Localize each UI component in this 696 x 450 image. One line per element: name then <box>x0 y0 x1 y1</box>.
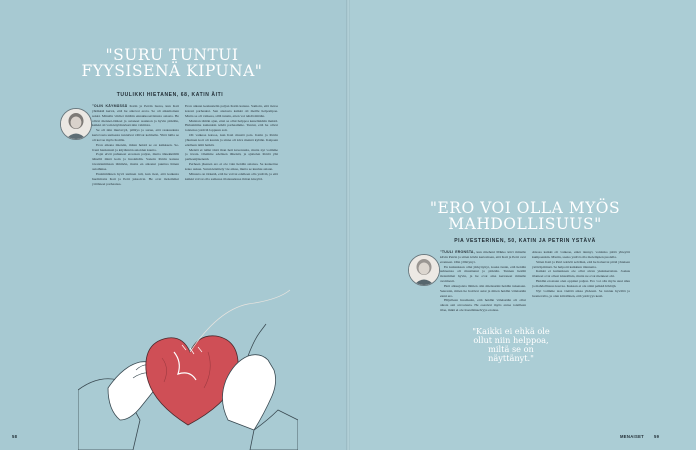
right-col2-paragraph: Alussa kaikki oli vaikeaa, enkä tiennyt, voisinko pitää yhteyttä kumpaankin. Mietin, saako ystävä olla molempien puolella. <box>532 250 630 259</box>
left-col1-paragraph: Eron aikana mietein, miten heistä se on kaikkeen. Se-lveni hankalasti ja käytännön asioiden kautta. <box>92 142 179 152</box>
left-col2-paragraph: Minusta on tärkeää, että he voivat edelleen olla ystäviä, ja että kaikki voivat olla samassa tilaisuudessa ilman kireyttä. <box>185 171 278 181</box>
right-col1-text: kun mieheni Mikko kävi minulle kävin Petrin ja sitten kävin kertomaan, että Kati ja Petri ovat eronneet. Olin yllättynyt. <box>440 250 526 264</box>
right-headline-line2: MAHDOLLISUUS" <box>448 215 602 234</box>
right-col1-paragraph: Hiljalleen huomasin, että heidän väleissään oli ollut alusta asti arvostusta. He osasivat myös antaa toisilleen tilaa, mikä ei ole itsestäänselvyys eroissa. <box>440 298 526 313</box>
left-col2-paragraph: Perheen jäsenen ero ei ole vain heidän asiansa. Se koskettaa koko sukua. Surun käsittely vie aikaa, mutta se kuuluu asiaan. <box>185 162 278 171</box>
left-col1-paragraph <box>92 104 179 128</box>
magazine-name: MENAISET <box>620 434 645 439</box>
right-col2-paragraph: Sitten Kati ja Petri tekivät selväksi, että he haluavat pitää yhteisen ystäväpiirinsä. Se helpotti kaikkien tilannetta. <box>532 259 630 269</box>
left-headline <box>30 47 314 80</box>
left-col1-text: Katin ja Petrin luona, kun Kati yhtäkkiä kertoi, että he aikovat erota. Se oli aikamoinen sokki. Minulla viiriiet mitään ennakkoaavistusta asiasta. He olivat mennet-tänleet ja ostaneet asunnon ja hyvin pitkälle, kaikki oli vain käytännössä niin valmista. <box>92 104 179 128</box>
right-headline-line1: "ERO VOI OLLA MYÖS <box>429 199 621 217</box>
right-col1-lead: "TUULI ERONSTA, <box>440 250 475 254</box>
right-col2-paragraph: Kaikki ei kuitenkaan ole ollut aivan yksinkertaista. Joskus tilanteet ovat olleet kiusallisia, mutta ne ovat menneet ohi. <box>532 269 630 279</box>
left-column-1 <box>92 104 179 272</box>
right-page-number: 59 <box>654 434 660 439</box>
left-col2-paragraph: Oli vaikeaa katsoa, kun Kati muutti pois. Katin ja Petrin yhteinen koti oli kaunis ja sinne oli kiva mennä kylään. Kaipaan edelleen niitä hetkiä. <box>185 133 278 147</box>
right-col2-paragraph: Heidän erostaan olen oppinut paljon. Ero voi olla myös uusi alku ja mahdollisuus kasvaa. Kukaan ei ole siinä pelkkä häviäjä. <box>532 279 630 288</box>
left-headline-line2: FYYSISENÄ KIPUNA" <box>81 62 263 81</box>
right-col2-paragraph: Nyt voimme taas viettää aikaa yhdessä. Se tuntuu hyvältä ja luontevalta, ja olen kiitollinen, että ystävyys kesti. <box>532 288 630 298</box>
right-col1-paragraph: Heti alkuajoista lähtien olin mielessäni heidän tukenaan. Seurasin, miten he hoitivat asiat ja miten heidän väleissään eteni ero. <box>440 283 526 298</box>
left-col1-paragraph: Pojat eivät puhuneet erostaan paljon, mutta äänekkäällä äänellä minä koin ja huolehdin. Sanoin Petrin kanssa tavantiemmaan lämmön, mutta en aikonut puuttua hänen asioihinsa. <box>92 152 179 171</box>
hands-sewing-heart-icon <box>78 270 298 450</box>
right-headline <box>390 200 660 233</box>
page-gutter <box>346 0 350 450</box>
left-col2-paragraph: Eron aikaan keskustelin paljon Katin kanssa. Samoin, että tietoa kotoni parhaaksi. Sen ansiosta kaikki oli meille helpompaa. Mutta se oli vaikeaa, sillä tunsin, etten voi tehdä mitään. <box>185 104 278 118</box>
left-column-2 <box>185 104 278 288</box>
left-headline-line1: "SURU TUNTUI <box>105 46 239 64</box>
left-byline: TUULIKKI HIETANEN, 68, KATIN ÄITI <box>116 92 224 98</box>
right-column-2 <box>532 250 630 428</box>
left-col1-lead: "OLIN KÄYMÄSSÄ <box>92 104 128 108</box>
left-col2-paragraph: Muistan tämän ajan, ettei se ollut helppoa kenellekään meistä. Halusimme kuitenkin tehdä parhaamme. Tuntui, että he olivat toistensa ystäviä loppuun asti. <box>185 118 278 133</box>
left-col1-paragraph: Ensimmäinen hyvä uutinen tuli, kun tiesi, että kaikesta huolimatta Kati ja Petri jaksoivat. He ovat molemmat yrittäneet parhaansa. <box>92 171 179 186</box>
right-col1-paragraph <box>440 250 526 265</box>
left-col2-paragraph: Meistä ei tullut tästä ihan heti kaveruutta, mutta nyt voimme jo tavata. Olemme edelleen läheisiä, ja ajattelen Petriä yhä perheenjäsenenä. <box>185 147 278 162</box>
pull-quote: "Kaikki ei ehkä ole ollut niin helppoa, miltä se on näyttänyt." <box>472 326 550 364</box>
left-page-number: 58 <box>12 434 18 439</box>
left-portrait-icon <box>60 108 92 140</box>
right-portrait-icon <box>408 254 440 286</box>
right-byline: PIA VESTERINEN, 50, KATIN JA PETRIN YSTÄVÄ <box>454 238 596 244</box>
right-col1-paragraph: En kuitenkaan ollut järkyttynyt, koska tiesin, että heidän suhteensa oli muuttunut jo pitkään. Tunnen heidät molemmat hyvin, ja he ovat aina kertoneet minulle avoimesti. <box>440 264 526 284</box>
left-col1-paragraph: Se oli niin murtavyä, pillitys ja surua, että raskaudesta kertovasta uutisesta tuntuivat välivat kolmelle. Yhtä lailla se oli kovaa myös Katille. <box>92 128 179 142</box>
